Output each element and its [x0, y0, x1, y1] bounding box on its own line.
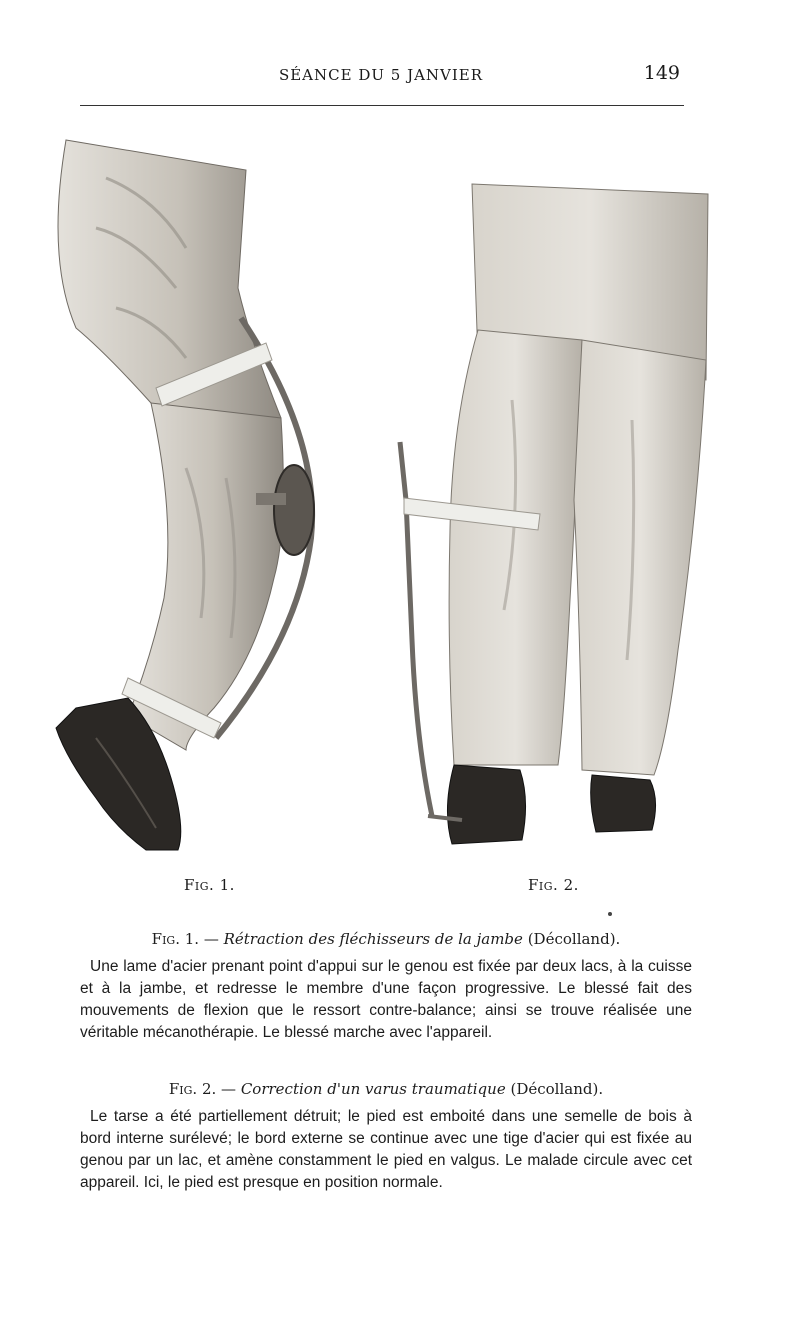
caption-1-title: [80, 928, 692, 950]
page-number: 149: [643, 62, 680, 84]
ink-speck: [608, 912, 612, 916]
caption-2-body: Le tarse a été partiellement détruit; le pied est emboité dans une semelle de bois à bord interne surélevé; le bord externe se continue avec une tige d'acier qui est fixée au genou par un lac, et amène constamment le pied en valgus. Le malade circule avec cet appareil. Ici, le pied est presque en position normale.: [80, 1108, 692, 1191]
figure-1-image: [36, 138, 336, 858]
figure-1-label: Fig. 1.: [184, 876, 235, 894]
running-head: [80, 62, 682, 90]
bent-leg-brace-icon: [36, 138, 336, 858]
caption-2-author: (Décolland).: [510, 1080, 604, 1098]
caption-1-author: (Décolland).: [527, 930, 621, 948]
caption-1-fig-ref: Fig. 1. —: [151, 930, 219, 948]
caption-1-heading: Rétraction des fléchisseurs de la jambe: [223, 930, 523, 948]
header-rule: [80, 105, 684, 106]
caption-1-body: Une lame d'acier prenant point d'appui sur le genou est fixée par deux lacs, à la cuisse et à la jambe, et redresse le membre d'une façon progressive. Le blessé fait des mouvements de flexion que le ressort contre-balance; ainsi se trouve réalisée une véritable mécanothérapie. Le blessé marche avec l'appareil.: [80, 958, 692, 1041]
legs-rod-brace-icon: [392, 180, 714, 858]
caption-figure-2: [80, 1078, 692, 1194]
running-title: SÉANCE DU 5 JANVIER: [278, 66, 484, 84]
caption-figure-1: [80, 928, 692, 1044]
figure-2-label: Fig. 2.: [528, 876, 579, 894]
caption-2-heading: Correction d'un varus traumatique: [240, 1080, 506, 1098]
caption-2-title: [80, 1078, 692, 1100]
figure-2-image: [392, 180, 714, 858]
caption-2-fig-ref: Fig. 2. —: [168, 1080, 237, 1098]
